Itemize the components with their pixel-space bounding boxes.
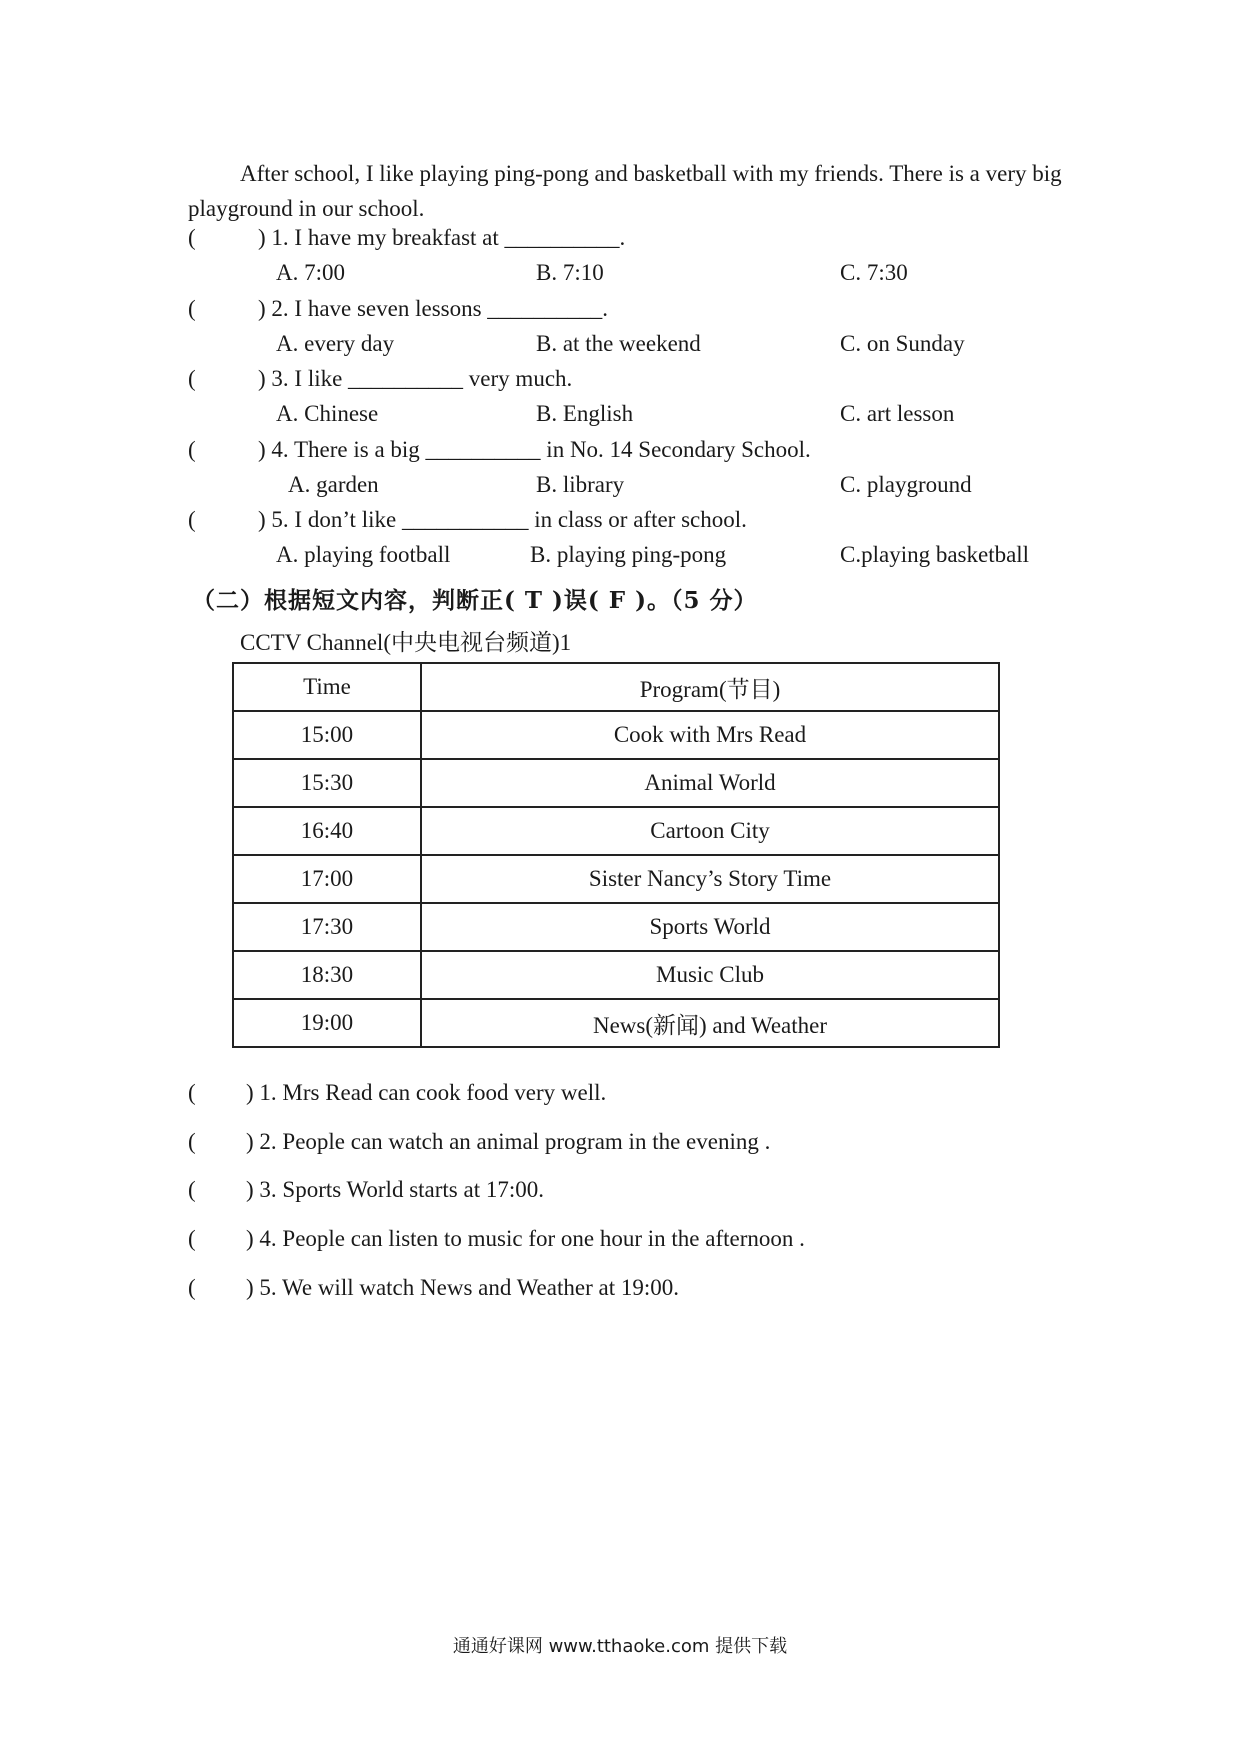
program-cell: Sports World (421, 903, 999, 951)
table-row (233, 759, 999, 807)
time-cell: 19:00 (233, 999, 421, 1047)
option-c: C. on Sunday (840, 331, 965, 356)
table-row (233, 855, 999, 903)
question-text: ) 5. We will watch News and Weather at 19:00. (246, 1275, 679, 1300)
question-text: ) 3. I like __________ very much. (258, 366, 573, 391)
program-cell: Sister Nancy’s Story Time (421, 855, 999, 903)
option-b: B. 7:10 (536, 260, 604, 285)
question-text: ) 4. There is a big __________ in No. 14 Secondary School. (258, 437, 811, 462)
time-cell: 17:00 (233, 855, 421, 903)
program-schedule-table (232, 662, 1000, 1048)
question-text: ) 2. People can watch an animal program in the evening . (246, 1129, 771, 1154)
option-c: C. playground (840, 472, 972, 497)
option-c: C.playing basketball (840, 542, 1030, 567)
channel-title: CCTV Channel(中央电视台频道)1 (240, 630, 572, 655)
answer-bracket: ( (188, 1226, 196, 1251)
option-b: B. English (536, 401, 634, 426)
option-a: A. 7:00 (276, 260, 345, 285)
section-title: （二）根据短文内容，判断正( T )误( F )。（5 分） (192, 587, 758, 614)
table-row (233, 807, 999, 855)
program-cell: Music Club (421, 951, 999, 999)
answer-bracket: ( (188, 225, 196, 250)
option-a: A. every day (276, 331, 395, 356)
option-b: B. at the weekend (536, 331, 701, 356)
question-text: ) 3. Sports World starts at 17:00. (246, 1177, 544, 1202)
answer-bracket: ( (188, 296, 196, 321)
time-cell: 15:00 (233, 711, 421, 759)
table-row (233, 711, 999, 759)
answer-bracket: ( (188, 366, 196, 391)
option-a: A. garden (288, 472, 379, 497)
option-c: C. 7:30 (840, 260, 908, 285)
question-text: ) 2. I have seven lessons __________. (258, 296, 609, 321)
question-text: ) 5. I don’t like ___________ in class or after school. (258, 507, 747, 532)
time-cell: 17:30 (233, 903, 421, 951)
program-cell: Cartoon City (421, 807, 999, 855)
table-header-row (233, 663, 999, 711)
footer-source: 通通好课网 www.tthaoke.com 提供下载 (452, 1636, 788, 1657)
program-cell: Cook with Mrs Read (421, 711, 999, 759)
program-cell: News(新闻) and Weather (421, 999, 999, 1047)
table-row (233, 903, 999, 951)
time-cell: 18:30 (233, 951, 421, 999)
option-b: B. playing ping-pong (530, 542, 727, 567)
time-cell: 15:30 (233, 759, 421, 807)
option-b: B. library (536, 472, 625, 497)
header-program: Program(节目) (421, 663, 999, 711)
table-row (233, 951, 999, 999)
question-text: ) 1. Mrs Read can cook food very well. (246, 1080, 607, 1105)
question-text: ) 1. I have my breakfast at __________. (258, 225, 626, 250)
header-time: Time (233, 663, 421, 711)
option-a: A. playing football (276, 542, 451, 567)
answer-bracket: ( (188, 1275, 196, 1300)
table-row (233, 999, 999, 1047)
program-cell: Animal World (421, 759, 999, 807)
question-text: ) 4. People can listen to music for one hour in the afternoon . (246, 1226, 805, 1251)
option-a: A. Chinese (276, 401, 379, 426)
answer-bracket: ( (188, 437, 196, 462)
passage-paragraph: After school, I like playing ping-pong and basketball with my friends. There is a very big playground in our school. (188, 161, 1062, 221)
time-cell: 16:40 (233, 807, 421, 855)
answer-bracket: ( (188, 507, 196, 532)
answer-bracket: ( (188, 1177, 196, 1202)
answer-bracket: ( (188, 1129, 196, 1154)
option-c: C. art lesson (840, 401, 955, 426)
answer-bracket: ( (188, 1080, 196, 1105)
